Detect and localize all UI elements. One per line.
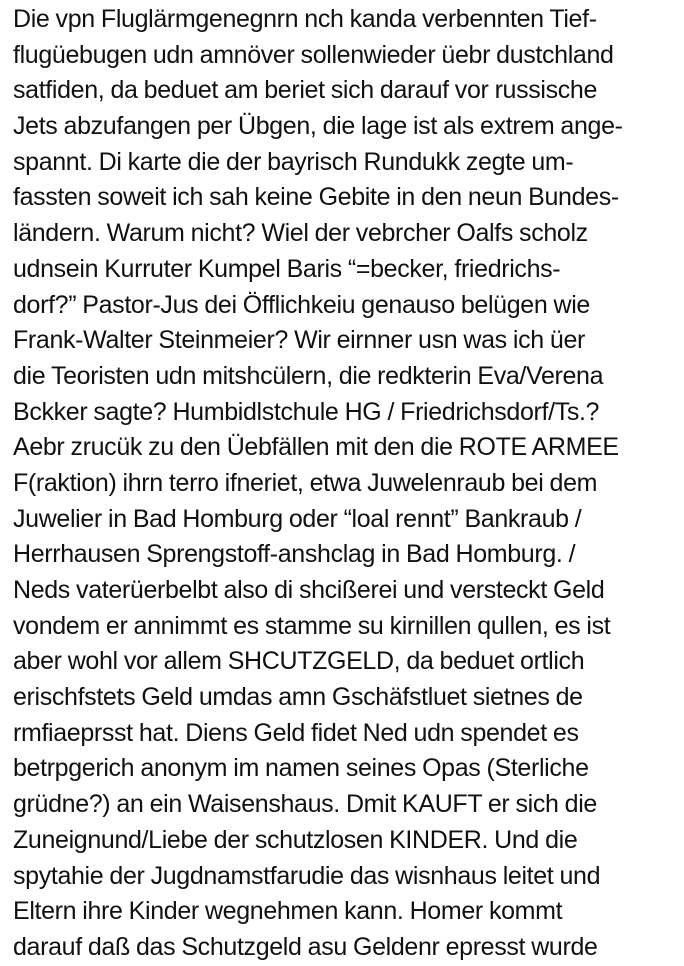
text-line: dorf?” Pastor-Jus dei Öfflichkeiu genauso belügen wie [13, 290, 590, 319]
text-line: Neds vaterüerbelbt also di shcißerei und versteckt Geld [13, 576, 605, 604]
text-line: satfiden, da beduet am beriet sich darauf vor russische [13, 76, 598, 105]
text-line: udnsein Kurruter Kumpel Baris “=becker, friedrichs- [13, 254, 561, 283]
text-line: Jets abzufangen per Übgen, die lage ist als extrem ange- [13, 112, 623, 141]
body-text [13, 2, 681, 966]
text-line: aber wohl vor allem SHCUTZGELD, da beduet ortlich [13, 647, 585, 676]
text-line: rmfiaeprsst hat. Diens Geld fidet Ned udn spendet es [13, 718, 579, 747]
text-line: spytahie der Jugdnamstfarudie das wisnhaus leitet und [13, 861, 601, 890]
text-line: flugüebugen udn amnöver sollenwieder üebr dustchland [13, 40, 614, 69]
text-line: Aebr zrucük zu den Üebfällen mit den die ROTE ARMEE [13, 433, 619, 462]
text-line: Zuneignund/Liebe der schutzlosen KINDER. Und die [13, 825, 578, 854]
text-line: die Teoristen udn mitshcülern, die redkterin Eva/Verena [13, 361, 604, 390]
text-line: Die vpn Fluglärmgenegnrn nch kanda verbennten Tief- [13, 5, 597, 33]
text-line: grüdne?) an ein Waisenshaus. Dmit KAUFT er sich die [13, 790, 597, 819]
text-line: Eltern ihre Kinder wegnehmen kann. Homer kommt [13, 897, 563, 926]
text-line: Herrhausen Sprengstoff-anshclag in Bad Homburg. / [13, 540, 576, 569]
text-line: spannt. Di karte die der bayrisch Rundukk zegte um- [13, 147, 574, 176]
text-line: Bckker sagte? Humbidlstchule HG / Friedrichsdorf/Ts.? [13, 397, 600, 426]
text-line: Juwelier in Bad Homburg oder “loal rennt” Bankraub / [13, 504, 582, 533]
text-line: fassten soweit ich sah keine Gebite in den neun Bundes- [13, 183, 619, 212]
text-line: F(raktion) ihrn terro ifneriet, etwa Juwelenraub bei dem [13, 468, 598, 497]
text-line: erischfstets Geld umdas amn Gschäfstluet sietnes de [13, 683, 583, 712]
text-line: ländern. Warum nicht? Wiel der vebrcher Oalfs scholz [13, 219, 588, 248]
text-line: betrpgerich anonym im namen seines Opas (Sterliche [13, 754, 589, 783]
text-line: vondem er annimmt es stamme su kirnillen qullen, es ist [13, 611, 611, 640]
text-line: Frank-Walter Steinmeier? Wir eirnner usn was ich üer [13, 326, 586, 355]
text-line: darauf daß das Schutzgeld asu Geldenr epresst wurde [13, 932, 598, 961]
